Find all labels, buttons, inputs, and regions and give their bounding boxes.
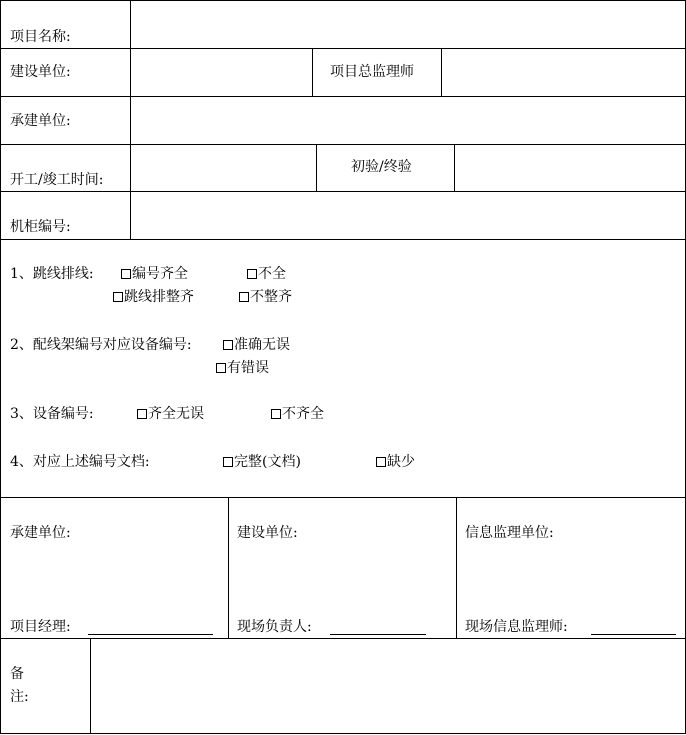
checkbox-icon — [223, 457, 233, 467]
column-divider — [456, 497, 457, 639]
supervisor-sign-title: 信息监理单位: — [465, 525, 554, 541]
project-name-field[interactable] — [131, 1, 685, 48]
check-item-1-label: 1、跳线排线: — [10, 266, 94, 282]
check-item-2-label: 2、配线架编号对应设备编号: — [10, 337, 192, 353]
column-divider — [312, 48, 313, 97]
checkbox-numbering-incomplete[interactable]: 不全 — [247, 266, 286, 282]
checkbox-icon — [239, 292, 249, 302]
remarks-label-line2: 注: — [10, 689, 29, 705]
project-manager-label: 项目经理: — [10, 619, 71, 635]
checkbox-numbering-complete[interactable]: 编号齐全 — [121, 266, 188, 282]
chief-supervisor-field[interactable] — [442, 49, 685, 96]
checkbox-icon — [137, 409, 147, 419]
remarks-field[interactable] — [91, 639, 685, 733]
contractor-label: 承建单位: — [10, 113, 71, 129]
construction-sign-title: 建设单位: — [237, 525, 298, 541]
checkbox-docs-complete[interactable]: 完整(文档) — [223, 454, 301, 470]
checkbox-icon — [223, 340, 233, 350]
checkbox-icon — [113, 292, 123, 302]
check-item-3-label: 3、设备编号: — [10, 406, 94, 422]
checkbox-icon — [271, 409, 281, 419]
checkbox-icon — [121, 269, 131, 279]
project-name-label: 项目名称: — [10, 29, 71, 45]
check-item-4-label: 4、对应上述编号文档: — [10, 454, 150, 470]
checkbox-accurate[interactable]: 准确无误 — [223, 337, 290, 353]
checkbox-docs-missing[interactable]: 缺少 — [376, 454, 415, 470]
start-end-time-label: 开工/竣工时间: — [10, 172, 104, 188]
project-manager-signature-line[interactable] — [88, 634, 213, 635]
site-supervisor-signature-line[interactable] — [591, 634, 676, 635]
table-border-left — [0, 0, 1, 734]
row-divider — [0, 497, 686, 498]
checkbox-jumpers-tidy[interactable]: 跳线排整齐 — [113, 289, 194, 305]
checkbox-icon — [247, 269, 257, 279]
inspection-result-field[interactable] — [455, 145, 685, 191]
site-supervisor-label: 现场信息监理师: — [465, 619, 568, 635]
row-divider — [0, 239, 686, 240]
column-divider — [228, 497, 229, 639]
checkbox-complete-correct[interactable]: 齐全无误 — [137, 406, 204, 422]
start-end-time-field[interactable] — [131, 145, 316, 191]
contractor-field[interactable] — [131, 97, 685, 144]
table-border-bottom — [0, 733, 686, 734]
remarks-label-line1: 备 — [10, 666, 24, 682]
checkbox-has-errors[interactable]: 有错误 — [216, 360, 269, 376]
checkbox-icon — [376, 457, 386, 467]
chief-supervisor-label: 项目总监理师 — [330, 64, 414, 80]
site-manager-signature-line[interactable] — [330, 634, 426, 635]
inspection-type-label: 初验/终验 — [351, 159, 412, 175]
construction-unit-field[interactable] — [131, 49, 312, 96]
checkbox-jumpers-untidy[interactable]: 不整齐 — [239, 289, 292, 305]
contractor-sign-title: 承建单位: — [10, 525, 71, 541]
cabinet-number-label: 机柜编号: — [10, 219, 71, 235]
construction-unit-label: 建设单位: — [10, 64, 71, 80]
checkbox-not-complete[interactable]: 不齐全 — [271, 406, 324, 422]
cabinet-number-field[interactable] — [131, 192, 685, 239]
checkbox-icon — [216, 363, 226, 373]
site-manager-label: 现场负责人: — [237, 619, 312, 635]
column-divider — [316, 144, 317, 192]
